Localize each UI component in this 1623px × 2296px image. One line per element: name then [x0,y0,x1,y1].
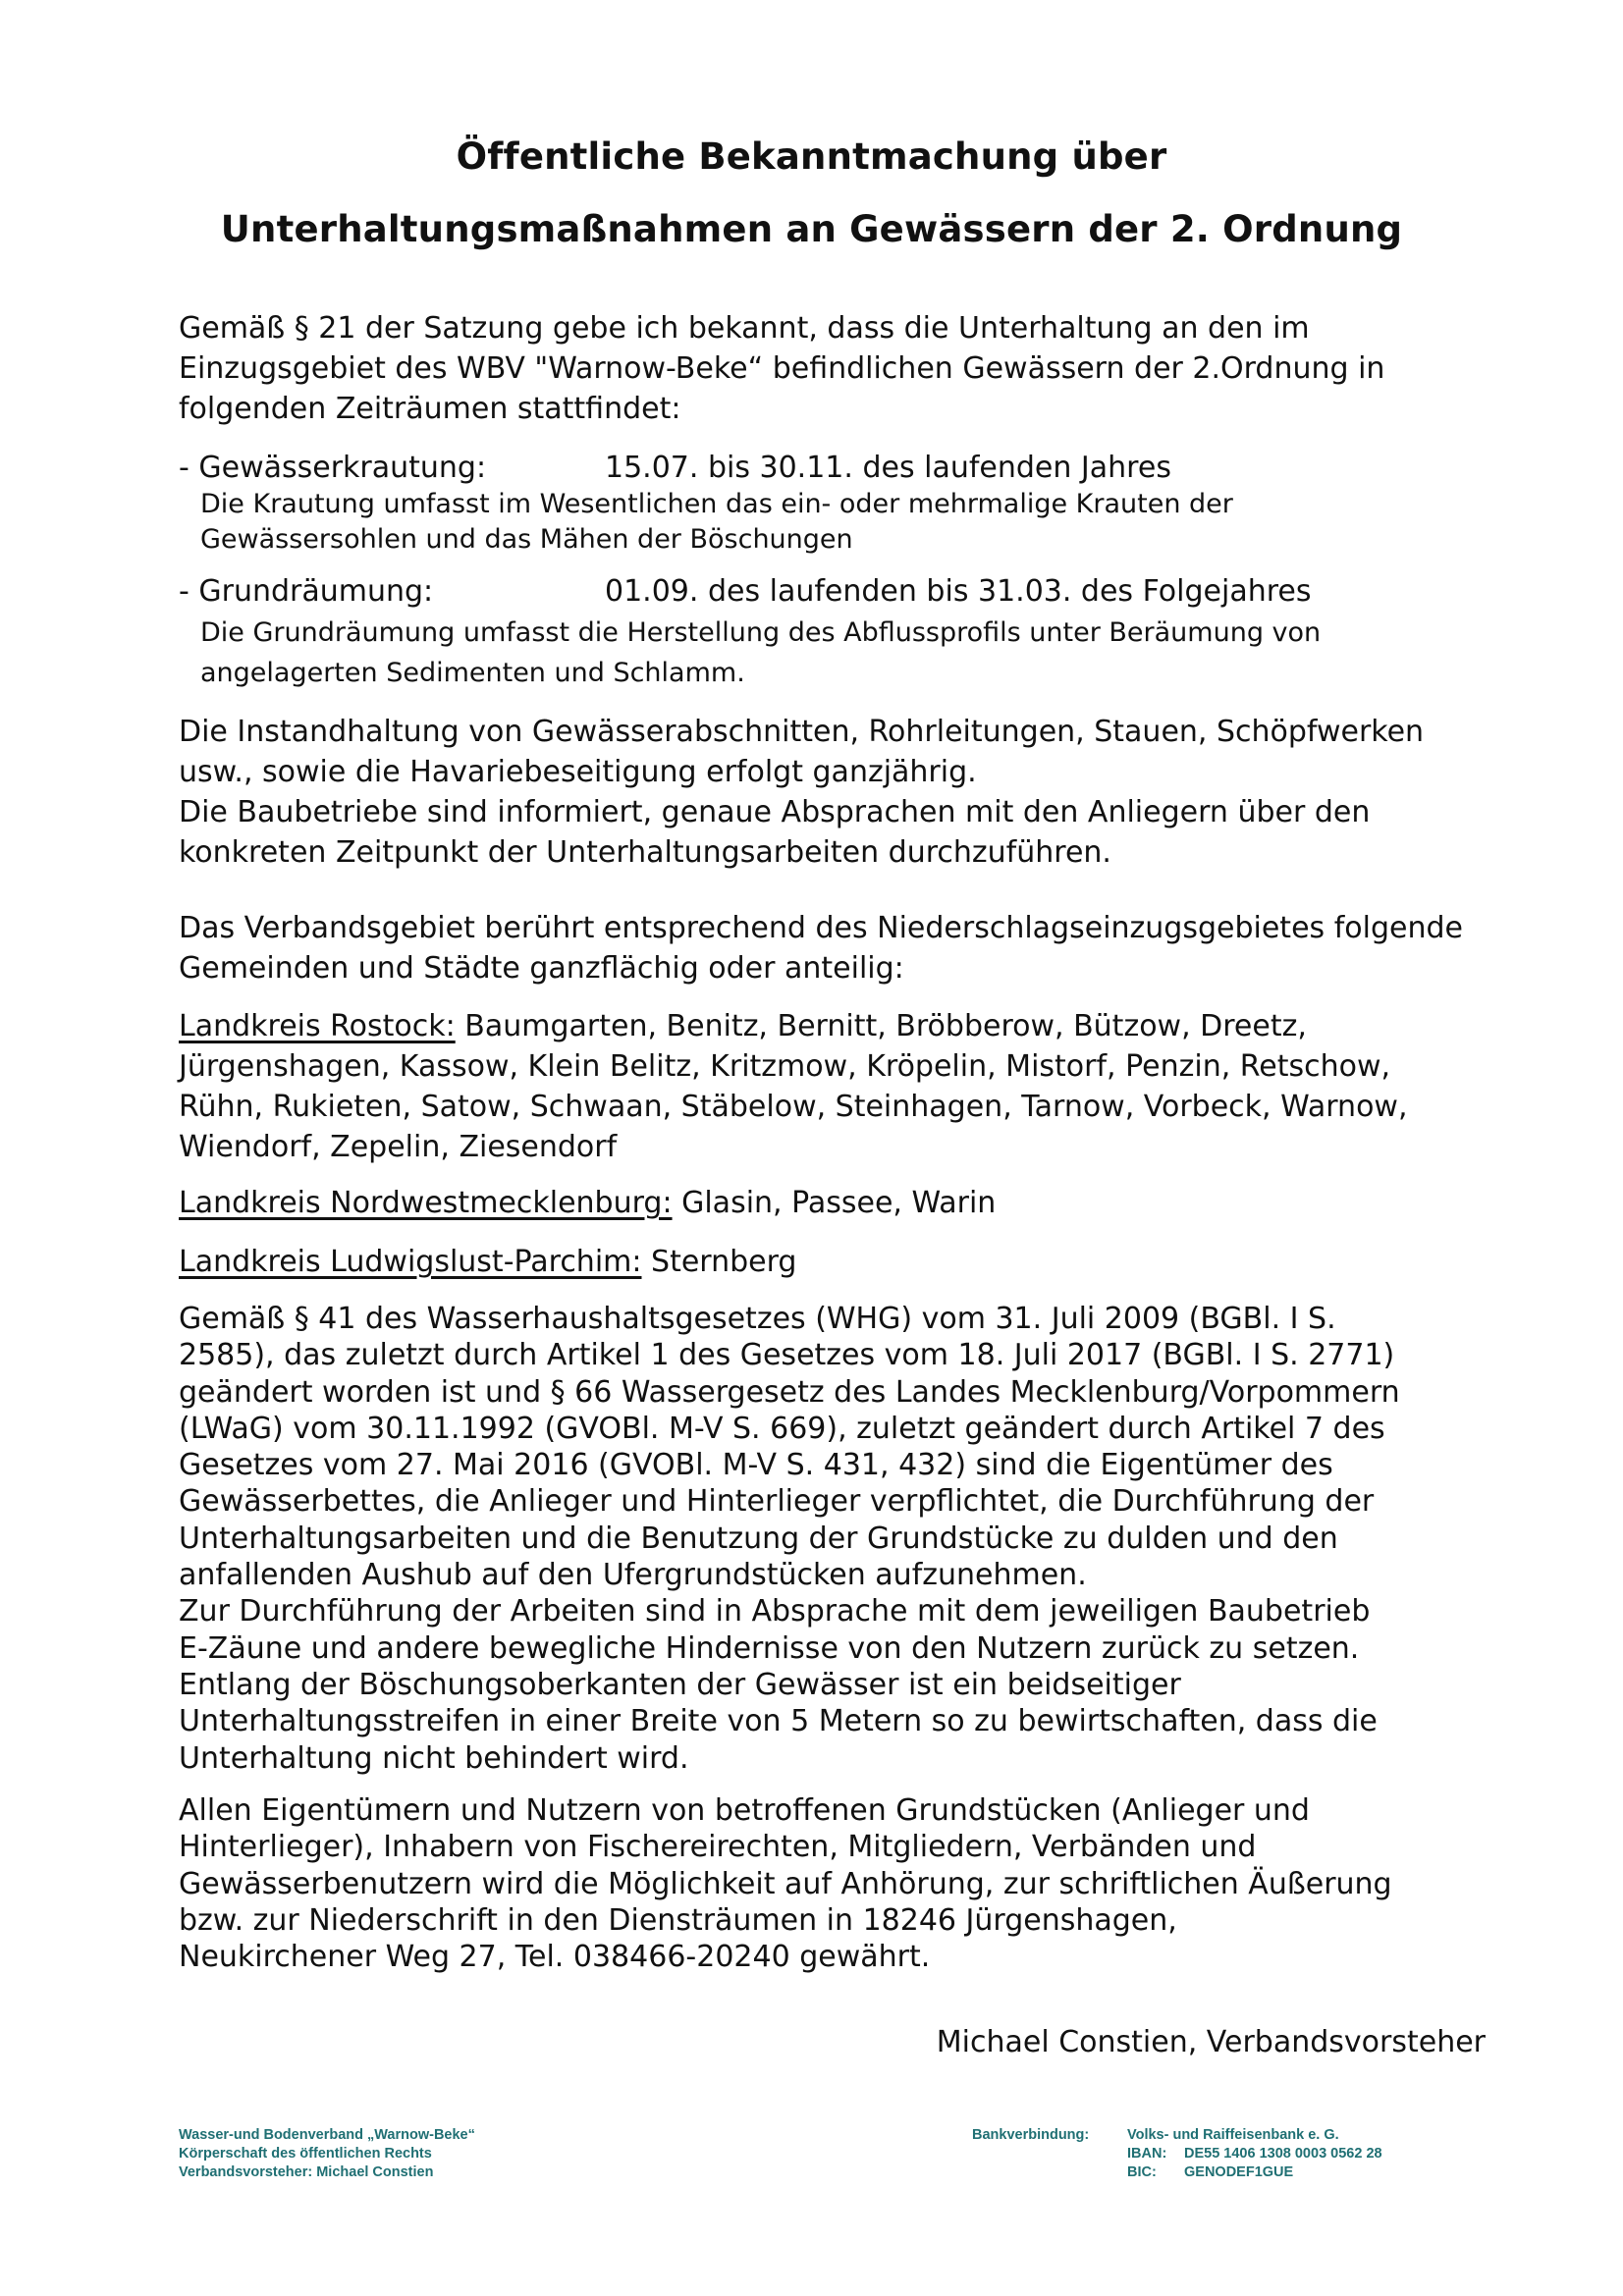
legal-line: Unterhaltungsstreifen in einer Breite von 5 Metern so zu bewirtschaften, dass die [179,1704,1378,1739]
footer-organization [179,2126,475,2182]
title-line-1: Öffentliche Bekanntmachung über [456,135,1167,178]
footer-bank [972,2126,1382,2182]
measure-label: - Gewässerkrautung: [179,451,487,485]
district-municipalities: Baumgarten, Benitz, Bernitt, Bröbberow, Bützow, Dreetz, [455,1009,1307,1043]
legal-line: Gewässerbettes, die Anlieger und Hinterlieger verpflichtet, die Durchführung der [179,1484,1375,1520]
intro-paragraph [179,308,1494,429]
bic-value: GENODEF1GUE [1184,2164,1294,2180]
maintenance-line: Die Instandhaltung von Gewässerabschnitten, Rohrleitungen, Stauen, Schöpfwerken [179,715,1425,749]
measure-krautung [179,448,1171,488]
intro-line: folgenden Zeiträumen stattfindet: [179,392,681,426]
bic-label: BIC: [1127,2164,1157,2180]
measure-description [200,487,1233,558]
measure-label: - Grundräumung: [179,574,434,609]
district-municipalities: Jürgenshagen, Kassow, Klein Belitz, Kritzmow, Kröpelin, Mistorf, Penzin, Retschow, [179,1049,1391,1084]
intro-line: Gemäß § 21 der Satzung gebe ich bekannt, dass die Unterhaltung an den im [179,311,1310,346]
district-municipalities: Glasin, Passee, Warin [672,1186,997,1220]
district-name: Landkreis Rostock: [179,1009,456,1043]
district-municipalities: Rühn, Rukieten, Satow, Schwaan, Stäbelow, Steinhagen, Tarnow, Vorbeck, Warnow, [179,1090,1408,1124]
description-line: angelagerten Sedimenten und Schlamm. [200,658,745,688]
district-name: Landkreis Nordwestmecklenburg: [179,1186,673,1220]
area-intro-line: Das Verbandsgebiet berührt entsprechend des Niederschlagseinzugsgebietes folgende [179,911,1463,945]
footer-org-line: Körperschaft des öffentlichen Rechts [179,2146,432,2162]
legal-paragraph [179,1301,1494,1777]
measure-period: 15.07. bis 30.11. des laufenden Jahres [605,451,1171,485]
measure-period: 01.09. des laufenden bis 31.03. des Folgejahres [605,574,1312,609]
district-name: Landkreis Ludwigslust-Parchim: [179,1245,642,1279]
signature: Michael Constien, Verbandsvorsteher [936,2025,1486,2059]
measure-grundraeumung [179,571,1311,612]
iban-label: IBAN: [1127,2146,1167,2162]
legal-line: geändert worden ist und § 66 Wassergesetz des Landes Mecklenburg/Vorpommern [179,1374,1400,1410]
iban-value: DE55 1406 1308 0003 0562 28 [1184,2146,1382,2162]
legal-line: Entlang der Böschungsoberkanten der Gewässer ist ein beidseitiger [179,1667,1181,1702]
hearing-line: Gewässerbenutzern wird die Möglichkeit auf Anhörung, zur schriftlichen Äußerung [179,1866,1392,1901]
bank-name: Volks- und Raiffeisenbank e. G. [1127,2127,1339,2143]
description-line: Die Krautung umfasst im Wesentlichen das ein- oder mehrmalige Krauten der [200,489,1233,519]
legal-line: E-Zäune und andere bewegliche Hindernisse von den Nutzern zurück zu setzen. [179,1630,1360,1666]
footer-org-line: Verbandsvorsteher: Michael Constien [179,2164,434,2180]
legal-line: Gemäß § 41 des Wasserhaushaltsgesetzes (WHG) vom 31. Juli 2009 (BGBl. I S. [179,1302,1336,1336]
legal-line: Zur Durchführung der Arbeiten sind in Absprache mit dem jeweiligen Baubetrieb [179,1594,1371,1629]
legal-line: Unterhaltungsarbeiten und die Benutzung der Grundstücke zu dulden und den [179,1521,1338,1556]
district-municipalities: Wiendorf, Zepelin, Ziesendorf [179,1130,618,1164]
hearing-line: Neukirchener Weg 27, Tel. 038466-20240 gewährt. [179,1940,931,1975]
hearing-line: Allen Eigentümern und Nutzern von betroffenen Grundstücken (Anlieger und [179,1793,1310,1828]
legal-line: 2585), das zuletzt durch Artikel 1 des Gesetzes vom 18. Juli 2017 (BGBl. I S. 2771) [179,1338,1395,1373]
maintenance-line: usw., sowie die Havariebeseitigung erfolgt ganzjährig. [179,755,977,789]
area-intro-paragraph [179,908,1494,988]
maintenance-line: konkreten Zeitpunkt der Unterhaltungsarbeiten durchzuführen. [179,835,1111,870]
district-rostock [179,1006,1494,1167]
hearing-line: Hinterlieger), Inhabern von Fischereirechten, Mitgliedern, Verbänden und [179,1830,1257,1865]
hearing-paragraph [179,1792,1494,1975]
maintenance-paragraph [179,712,1494,873]
legal-line: (LWaG) vom 30.11.1992 (GVOBl. M-V S. 669), zuletzt geändert durch Artikel 7 des [179,1411,1385,1446]
district-ludwigslust-parchim [179,1242,1494,1282]
intro-line: Einzugsgebiet des WBV "Warnow-Beke“ befindlichen Gewässern der 2.Ordnung in [179,351,1385,386]
district-nordwestmecklenburg [179,1183,1494,1223]
district-municipalities: Sternberg [641,1245,797,1279]
bank-label: Bankverbindung: [972,2127,1090,2143]
measure-description [200,613,1321,693]
footer-org-line: Wasser-und Bodenverband „Warnow-Beke“ [179,2127,475,2143]
hearing-line: bzw. zur Niederschrift in den Diensträumen in 18246 Jürgenshagen, [179,1902,1177,1938]
legal-line: Unterhaltung nicht behindert wird. [179,1740,689,1776]
area-intro-line: Gemeinden und Städte ganzflächig oder anteilig: [179,951,904,986]
maintenance-line: Die Baubetriebe sind informiert, genaue Absprachen mit den Anliegern über den [179,795,1371,829]
description-line: Gewässersohlen und das Mähen der Böschungen [200,524,853,555]
title-line-2: Unterhaltungsmaßnahmen an Gewässern der 2. Ordnung [220,208,1403,250]
description-line: Die Grundräumung umfasst die Herstellung des Abflussprofils unter Beräumung von [200,617,1322,648]
legal-line: anfallenden Aushub auf den Ufergrundstücken aufzunehmen. [179,1558,1087,1593]
legal-line: Gesetzes vom 27. Mai 2016 (GVOBl. M-V S. 431, 432) sind die Eigentümer des [179,1448,1333,1483]
